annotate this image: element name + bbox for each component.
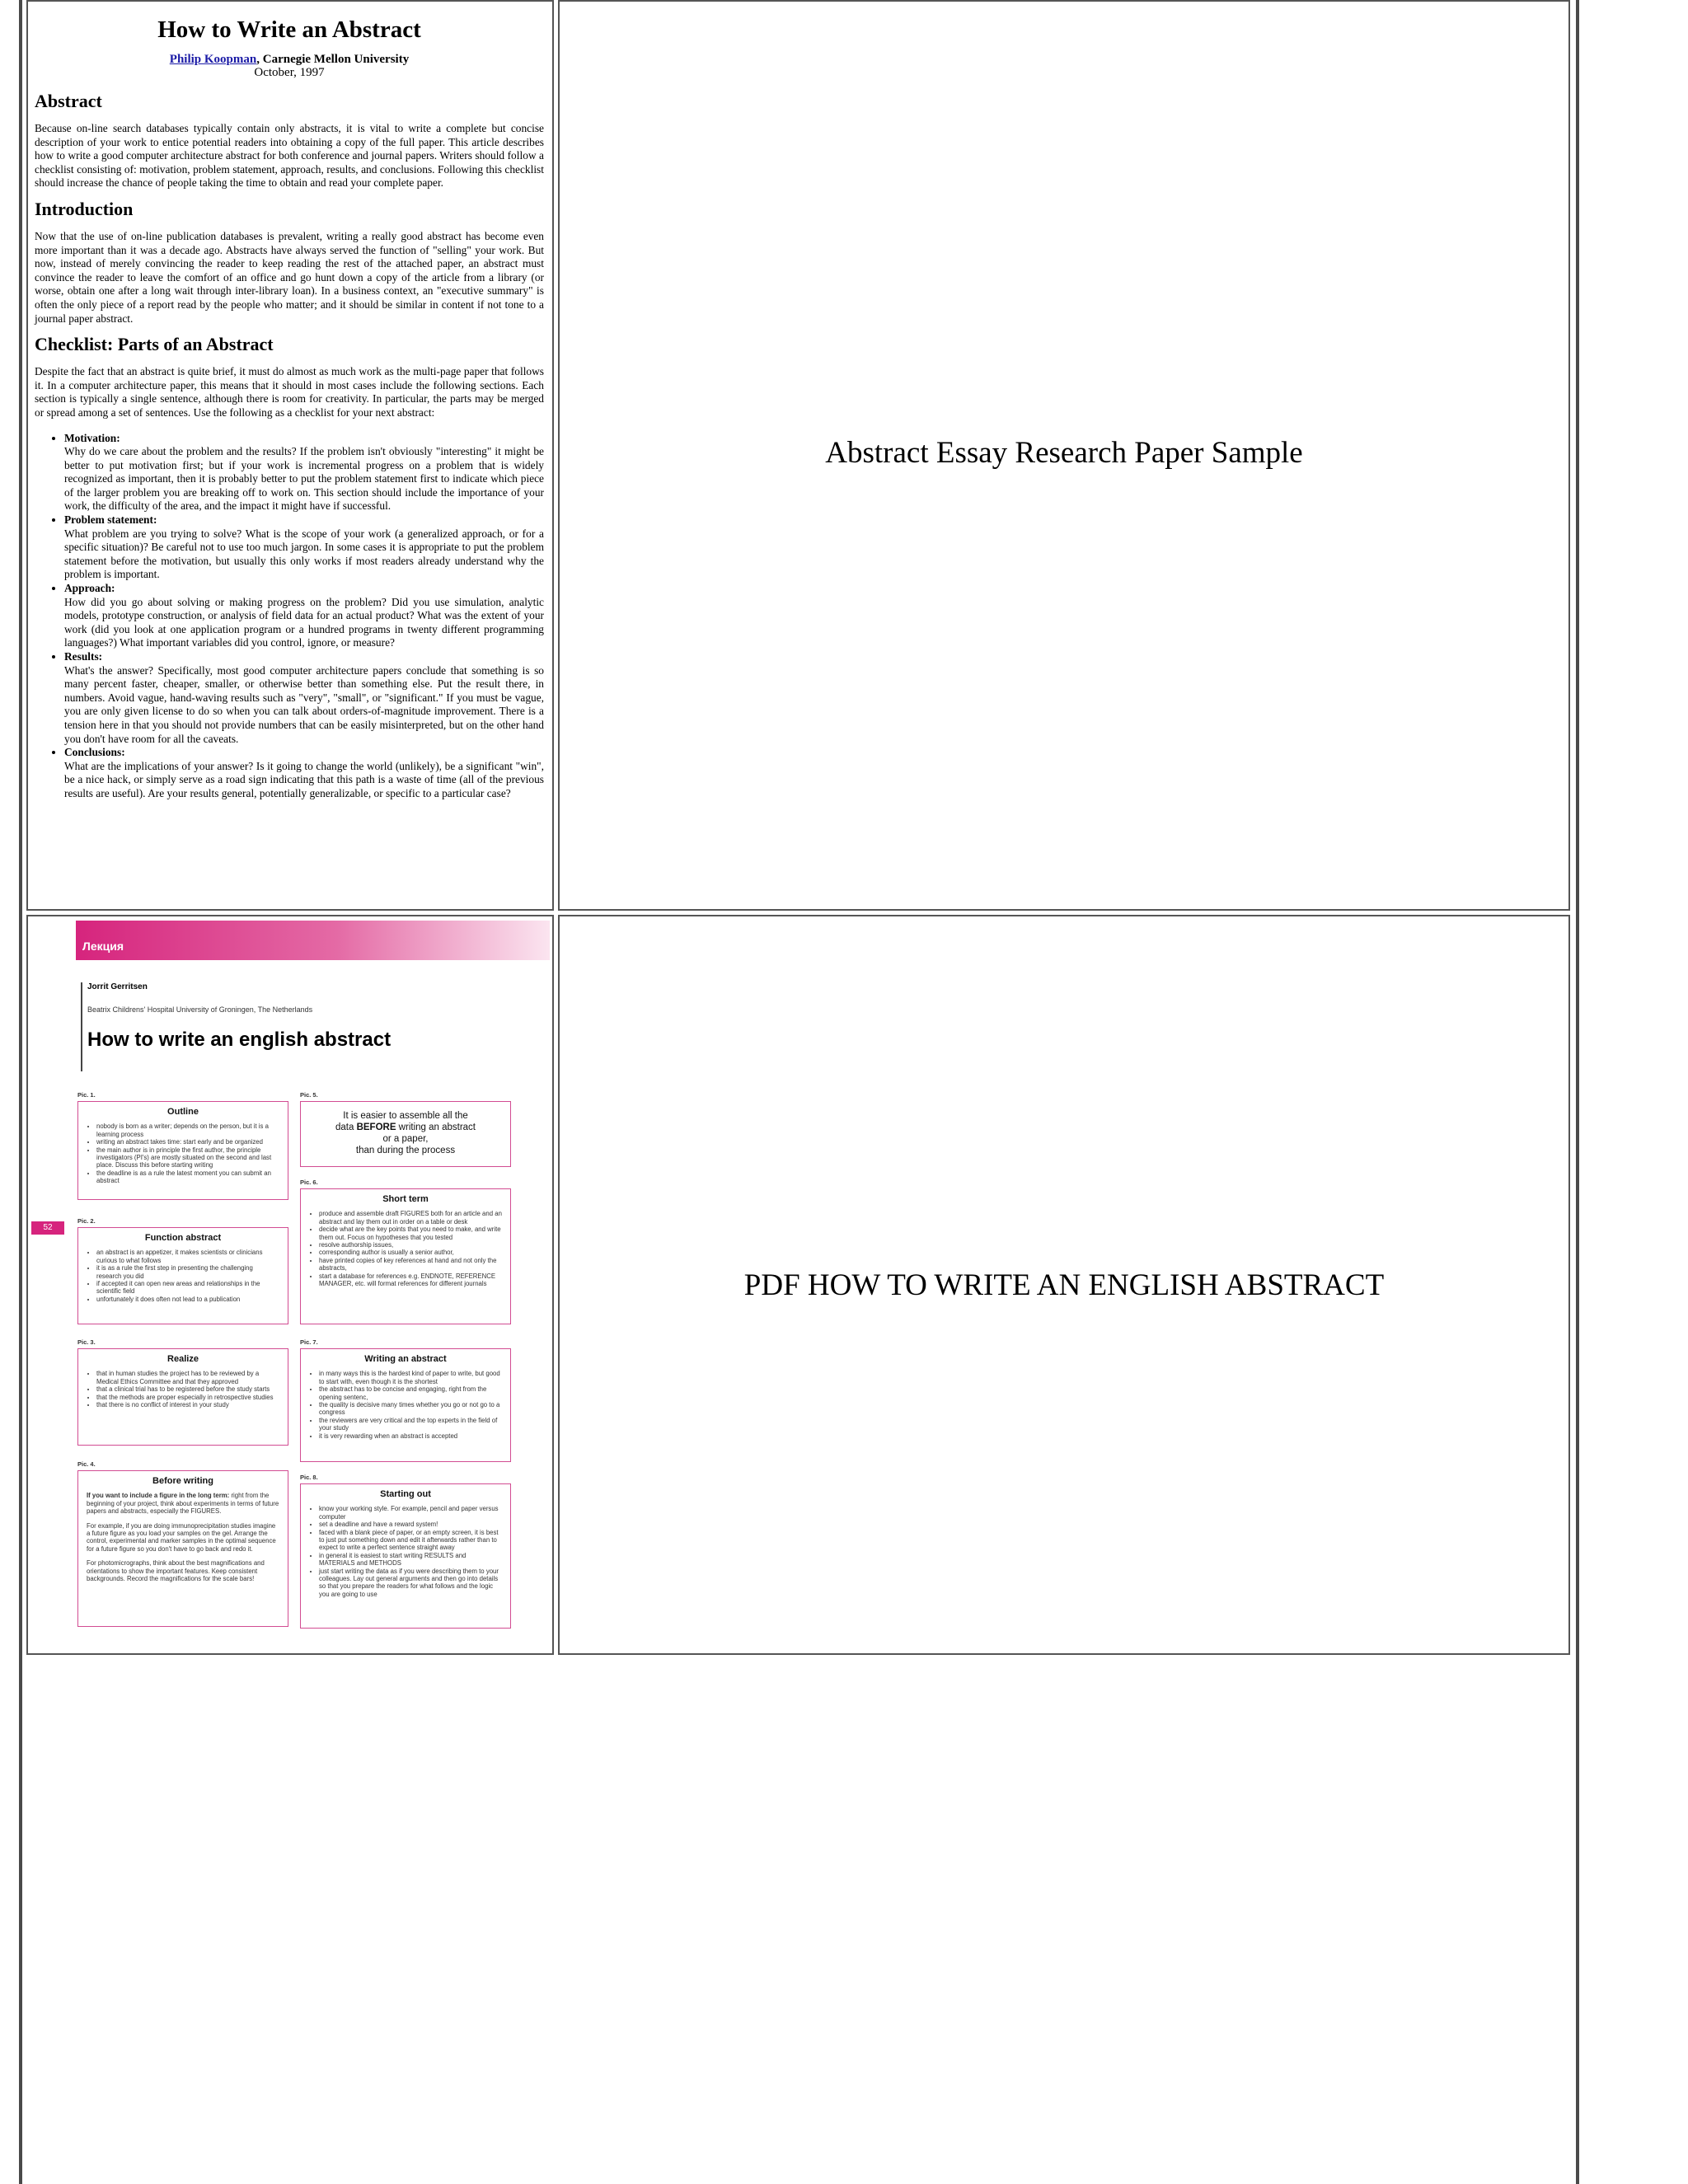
date: October, 1997 (254, 66, 325, 79)
pic-label: Pic. 3. (77, 1338, 96, 1346)
pic-box (300, 1101, 511, 1167)
banner-label: Лекция (82, 940, 124, 953)
text-line: or a paper, (382, 1134, 429, 1144)
affiliation: , Carnegie Mellon University (256, 53, 410, 66)
list-item: • an abstract is an appetizer, it makes scientists or clinicians curious to what follows (96, 1249, 279, 1264)
text-line: It is easier to assemble all the (343, 1111, 468, 1121)
item-label: • Results: (64, 650, 103, 663)
text-span: data (335, 1122, 357, 1132)
list-item: • that a clinical trial has to be registered before the study starts (96, 1385, 279, 1393)
list-item: • it is as a rule the first step in presenting the challenging research you did (96, 1264, 279, 1280)
list-item: • just start writing the data as if you were describing them to your colleagues. Lay out general arguments and then go into details so that you prepare the readers for what follows and the logic you are going to use (319, 1568, 502, 1599)
item-label: • Conclusions: (64, 746, 125, 759)
list-item: • have printed copies of key references at hand and not only the abstracts, (319, 1257, 502, 1272)
list-item: • unfortunately it does often not lead to a publication (96, 1296, 279, 1303)
pic-box (77, 1101, 288, 1200)
pic-8 (300, 1474, 511, 1629)
pic-7 (300, 1338, 511, 1462)
item-label: • Motivation: (64, 431, 120, 444)
list-item: • nobody is born as a writer; depends on the person, but it is a learning process (96, 1122, 279, 1138)
document-title: How to Write an Abstract (157, 16, 421, 43)
pic-title: Writing an abstract (364, 1354, 447, 1364)
pic-paragraph: For photomicrographs, think about the best magnifications and orientations to show the important features. Keep consistent backgrounds. Record the magnifications for the scale bars! (87, 1559, 265, 1583)
list-item: • corresponding author is usually a senior author, (319, 1249, 502, 1256)
pic-box (300, 1483, 511, 1629)
pic-1 (77, 1091, 288, 1200)
list-item: • start a database for references e.g. ENDNOTE, REFERENCE MANAGER, etc. will format references for different journals (319, 1272, 502, 1288)
pic-5-text (309, 1110, 502, 1156)
pic-label: Pic. 7. (300, 1338, 318, 1346)
list-item: • faced with a blank piece of paper, or an empty screen, it is best to just put something down and edit it afterwards rather than to expect to write a perfect sentence straight away (319, 1529, 502, 1552)
text-line: than during the process (355, 1146, 456, 1155)
list-item (64, 513, 544, 582)
pic-label: Pic. 4. (77, 1460, 96, 1468)
list-item: • that in human studies the project has to be reviewed by a Medical Ethics Committee and that they approved (96, 1370, 279, 1385)
pic-title: Before writing (152, 1476, 213, 1486)
item-text: What's the answer? Specifically, most good computer architecture papers conclude that something is so many percent faster, cheaper, smaller, or otherwise better than something else. Put the result there, in numbers. Avoid vague, hand-waving results such as "very", "small", or "significant." If you must be vague, you are only given license to do so when you can talk about orders-of-magnitude improvement. There is a tension here in that you should not provide numbers that can be easily misinterpreted, but on the other hand you don't have room for all the caveats. (64, 663, 544, 745)
list-item: • the main author is in principle the first author, the principle investigators (PI's) are mostly situated on the second and last place. Discuss this before starting writing (96, 1146, 279, 1169)
list-item: • that there is no conflict of interest in your study (96, 1401, 279, 1408)
list-item: • resolve authorship issues, (319, 1241, 502, 1249)
pic-6 (300, 1179, 511, 1324)
text-span: writing an abstract (396, 1122, 476, 1132)
list-item: • in general it is easiest to start writing RESULTS and MATERIALS and METHODS (319, 1552, 502, 1568)
byline (35, 53, 544, 66)
paragraph-checklist: Despite the fact that an abstract is quite brief, it must do almost as much work as the multi-page paper that follows it. In a computer architecture paper, this means that it should in most cases include the following sections. Each section is typically a single sentence, although there is room for creativity. In particular, the parts may be merged or spread among a set of sentences. Use the following as a checklist for your next abstract: (35, 365, 544, 419)
pic-title: Outline (167, 1107, 199, 1117)
pic-paragraph: For example, if you are doing immunoprecipitation studies imagine a future figure as you load your samples on the gel. Arrange the control, experimental and marker samples in the optimal sequence for a future figure so you don't have to go back and redo it. (87, 1521, 276, 1553)
list-item: • the quality is decisive many times whether you go or not go to a congress (319, 1401, 502, 1417)
heading-introduction: Introduction (35, 198, 134, 219)
pic-title: Realize (167, 1354, 199, 1364)
item-text: Why do we care about the problem and the results? If the problem isn't obviously "interesting" it might be better to put motivation first; but if your work is incremental progress on a problem that is widely recognized as important, then it is probably better to put the problem statement first to indicate which piece of the larger problem you are breaking off to work on. This section should include the importance of your work, the difficulty of the area, and the impact it might have if successful. (64, 445, 544, 513)
paragraph-abstract: Because on-line search databases typically contain only abstracts, it is vital to write a complete but concise description of your work to entice potential readers into obtaining a copy of the full paper. This article describes how to write a good computer architecture abstract for both conference and journal papers. Writers should follow a checklist consisting of: motivation, problem statement, approach, results, and conclusions. Following this checklist should increase the chance of people taking the time to obtain and read your complete paper. (35, 122, 544, 190)
divider (81, 982, 82, 1071)
caption-cell-top (558, 0, 1570, 911)
list-item: • in many ways this is the hardest kind of paper to write, but good to start with, even though it is the shortest (319, 1370, 502, 1385)
pic-box (300, 1188, 511, 1324)
pic-label: Pic. 1. (77, 1091, 96, 1099)
pic-5 (300, 1091, 511, 1167)
list-item: • the reviewers are very critical and the top experts in the field of your study (319, 1417, 502, 1432)
pic-bold-text: If you want to include a figure in the long term: (87, 1492, 230, 1500)
item-text: What problem are you trying to solve? What is the scope of your work (a generalized approach, or for a specific situation)? Be careful not to use too much jargon. In some cases it is appropriate to put the problem statement before the motivation, but usually this only works if most readers already understand why the problem is important. (64, 527, 544, 581)
pic-paragraph (87, 1492, 279, 1515)
heading-checklist: Checklist: Parts of an Abstract (35, 334, 274, 355)
pic-label: Pic. 8. (300, 1474, 318, 1481)
list-item: • it is very rewarding when an abstract is accepted (319, 1432, 502, 1440)
list-item (64, 746, 544, 800)
list-item (64, 582, 544, 650)
pic-box (300, 1348, 511, 1462)
caption-cell-bottom (558, 915, 1570, 1655)
list-item: • if accepted it can open new areas and relationships in the scientific field (96, 1280, 279, 1296)
list-item: • the abstract has to be concise and engaging, right from the opening sentenc, (319, 1385, 502, 1401)
lecture-author: Jorrit Gerritsen (87, 982, 148, 991)
paragraph-introduction: Now that the use of on-line publication databases is prevalent, writing a really good abstract has become even more important than it was a decade ago. Abstracts have always served the function of "selling" your work. But now, instead of merely convincing the reader to keep reading the rest of the attached paper, an abstract must convince the reader to leave the comfort of an office and go hunt down a copy of the article from a library (or worse, obtain one after a long wait through inter-library loan). In a business context, an "executive summary" is often the only piece of a report read by the people who matter; and it should be similar in content if not tone to a journal paper abstract. (35, 229, 544, 325)
lecture-document-image (26, 915, 554, 1655)
lecture-banner (76, 921, 550, 960)
item-label: • Problem statement: (64, 513, 157, 527)
item-label: • Approach: (64, 582, 115, 595)
item-text: What are the implications of your answer? Is it going to change the world (unlikely), be a significant "win", be a nice hack, or simply serve as a road sign indicating that this path is a waste of time (all of the previous results are useful). Are your results general, potentially generalizable, or specific to a particular case? (64, 759, 544, 799)
pic-3 (77, 1338, 288, 1446)
checklist (35, 432, 544, 801)
list-item: • set a deadline and have a reward system! (319, 1521, 502, 1528)
caption-english-abstract-pdf[interactable]: PDF HOW TO WRITE AN ENGLISH ABSTRACT (743, 1268, 1385, 1302)
pic-title: Starting out (380, 1489, 431, 1499)
lecture-affiliation: Beatrix Childrens' Hospital University of Groningen, The Netherlands (87, 1005, 313, 1014)
text-line (309, 1122, 502, 1133)
lecture-title: How to write an english abstract (87, 1029, 392, 1051)
pic-box (77, 1348, 288, 1446)
pic-label: Pic. 6. (300, 1179, 318, 1186)
list-item: • know your working style. For example, pencil and paper versus computer (319, 1505, 502, 1521)
pic-label: Pic. 2. (77, 1217, 96, 1225)
list-item (64, 432, 544, 514)
author-link[interactable]: Philip Koopman (169, 53, 257, 66)
pic-label: Pic. 5. (300, 1091, 318, 1099)
list-item (64, 650, 544, 746)
list-item: • produce and assemble draft FIGURES both for an article and an abstract and lay them out in order on a table or desk (319, 1210, 502, 1226)
pic-title: Function abstract (144, 1233, 222, 1243)
text-bold: BEFORE (356, 1122, 396, 1132)
caption-abstract-essay[interactable]: Abstract Essay Research Paper Sample (825, 436, 1303, 470)
pic-box (77, 1470, 288, 1627)
item-text: How did you go about solving or making progress on the problem? Did you use simulation, analytic models, prototype construction, or analysis of field data for an actual product? What was the extent of your work (did you look at one application program or a hundred programs in twenty different programming languages?) What important variables did you control, ignore, or measure? (64, 595, 544, 649)
pic-box (77, 1227, 288, 1324)
list-item: • that the methods are proper especially in retrospective studies (96, 1394, 279, 1401)
koopman-document-image (26, 0, 554, 911)
pic-text: right from the beginning of your project, think about experiments in terms of future papers and abstracts, especially the FIGURES. (87, 1492, 279, 1516)
page-number-badge: 52 (31, 1221, 64, 1235)
list-item: • writing an abstract takes time: start early and be organized (96, 1138, 279, 1146)
list-item: • the deadline is as a rule the latest moment you can submit an abstract (96, 1169, 279, 1185)
list-item: • decide what are the key points that you need to make, and write them out. Focus on hypotheses that you tested (319, 1226, 502, 1241)
pic-2 (77, 1217, 288, 1324)
heading-abstract: Abstract (35, 91, 102, 111)
pic-4 (77, 1460, 288, 1627)
pic-title: Short term (382, 1194, 429, 1204)
